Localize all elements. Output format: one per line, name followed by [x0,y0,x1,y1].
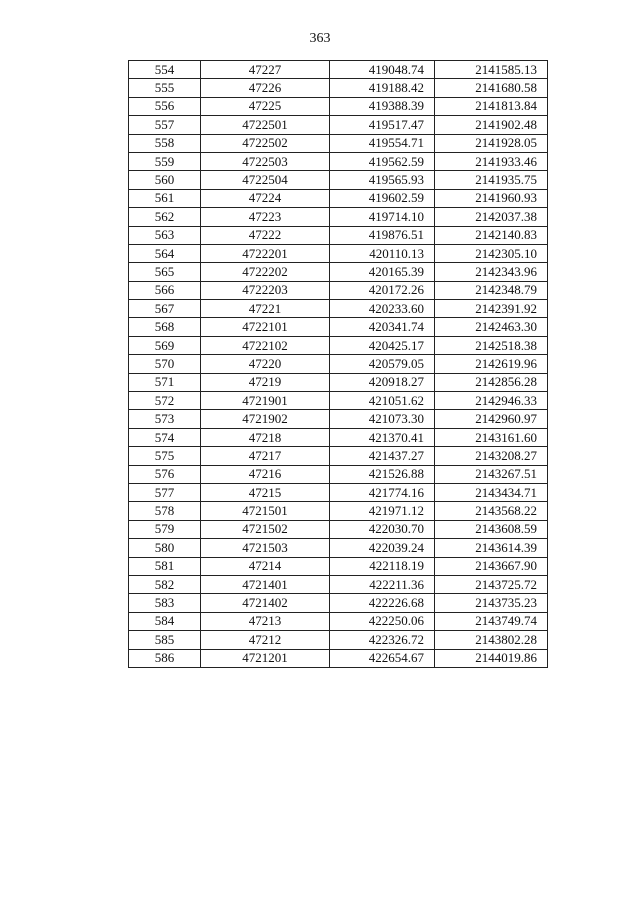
x-coordinate-cell: 422039.24 [330,539,435,557]
row-index-cell: 577 [129,483,201,501]
y-coordinate-cell: 2143568.22 [435,502,548,520]
x-coordinate-cell: 420110.13 [330,244,435,262]
point-id-cell: 47227 [201,61,330,79]
page-number: 363 [309,31,331,46]
y-coordinate-cell: 2141933.46 [435,152,548,170]
x-coordinate-cell: 419388.39 [330,97,435,115]
y-coordinate-cell: 2141680.58 [435,79,548,97]
point-id-cell: 4721902 [201,410,330,428]
x-coordinate-cell: 421774.16 [330,483,435,501]
table-row [129,575,548,593]
table-row [129,465,548,483]
x-coordinate-cell: 422250.06 [330,612,435,630]
table-row [129,318,548,336]
x-coordinate-cell: 421437.27 [330,447,435,465]
point-id-cell: 4721501 [201,502,330,520]
row-index-cell: 573 [129,410,201,428]
x-coordinate-cell: 420425.17 [330,336,435,354]
x-coordinate-cell: 422118.19 [330,557,435,575]
y-coordinate-cell: 2142140.83 [435,226,548,244]
row-index-cell: 563 [129,226,201,244]
row-index-cell: 584 [129,612,201,630]
x-coordinate-cell: 420233.60 [330,300,435,318]
table-row [129,410,548,428]
y-coordinate-cell: 2142856.28 [435,373,548,391]
x-coordinate-cell: 422211.36 [330,575,435,593]
x-coordinate-cell: 419714.10 [330,208,435,226]
y-coordinate-cell: 2143614.39 [435,539,548,557]
point-id-cell: 4722502 [201,134,330,152]
table-row [129,594,548,612]
table-row [129,300,548,318]
row-index-cell: 576 [129,465,201,483]
point-id-cell: 4722201 [201,244,330,262]
x-coordinate-cell: 421370.41 [330,428,435,446]
table-row [129,226,548,244]
y-coordinate-cell: 2142037.38 [435,208,548,226]
y-coordinate-cell: 2144019.86 [435,649,548,667]
x-coordinate-cell: 421073.30 [330,410,435,428]
table-row [129,649,548,667]
y-coordinate-cell: 2141935.75 [435,171,548,189]
x-coordinate-cell: 422654.67 [330,649,435,667]
row-index-cell: 559 [129,152,201,170]
point-id-cell: 4722504 [201,171,330,189]
y-coordinate-cell: 2142518.38 [435,336,548,354]
x-coordinate-cell: 419188.42 [330,79,435,97]
table-row [129,612,548,630]
x-coordinate-cell: 420579.05 [330,355,435,373]
table-row [129,373,548,391]
y-coordinate-cell: 2141813.84 [435,97,548,115]
row-index-cell: 566 [129,281,201,299]
point-id-cell: 47220 [201,355,330,373]
row-index-cell: 562 [129,208,201,226]
y-coordinate-cell: 2143267.51 [435,465,548,483]
row-index-cell: 567 [129,300,201,318]
table-row [129,244,548,262]
point-id-cell: 4721502 [201,520,330,538]
y-coordinate-cell: 2142960.97 [435,410,548,428]
row-index-cell: 570 [129,355,201,373]
point-id-cell: 47219 [201,373,330,391]
point-id-cell: 4722203 [201,281,330,299]
point-id-cell: 47212 [201,631,330,649]
row-index-cell: 578 [129,502,201,520]
point-id-cell: 47215 [201,483,330,501]
row-index-cell: 568 [129,318,201,336]
point-id-cell: 47224 [201,189,330,207]
row-index-cell: 565 [129,263,201,281]
row-index-cell: 561 [129,189,201,207]
x-coordinate-cell: 419565.93 [330,171,435,189]
y-coordinate-cell: 2142619.96 [435,355,548,373]
table-row [129,557,548,575]
x-coordinate-cell: 422326.72 [330,631,435,649]
table-row [129,336,548,354]
y-coordinate-cell: 2142391.92 [435,300,548,318]
table-row [129,152,548,170]
table-row [129,281,548,299]
table-row [129,79,548,97]
point-id-cell: 4721401 [201,575,330,593]
x-coordinate-cell: 421526.88 [330,465,435,483]
row-index-cell: 556 [129,97,201,115]
point-id-cell: 47217 [201,447,330,465]
x-coordinate-cell: 419562.59 [330,152,435,170]
x-coordinate-cell: 421051.62 [330,392,435,410]
x-coordinate-cell: 420918.27 [330,373,435,391]
table-row [129,171,548,189]
row-index-cell: 569 [129,336,201,354]
row-index-cell: 554 [129,61,201,79]
y-coordinate-cell: 2143434.71 [435,483,548,501]
y-coordinate-cell: 2141960.93 [435,189,548,207]
y-coordinate-cell: 2142305.10 [435,244,548,262]
x-coordinate-cell: 421971.12 [330,502,435,520]
x-coordinate-cell: 420172.26 [330,281,435,299]
row-index-cell: 585 [129,631,201,649]
table-row [129,189,548,207]
row-index-cell: 558 [129,134,201,152]
table-row [129,355,548,373]
point-id-cell: 47225 [201,97,330,115]
y-coordinate-cell: 2143735.23 [435,594,548,612]
point-id-cell: 4721503 [201,539,330,557]
table-row [129,447,548,465]
row-index-cell: 564 [129,244,201,262]
row-index-cell: 555 [129,79,201,97]
y-coordinate-cell: 2143667.90 [435,557,548,575]
table-row [129,428,548,446]
row-index-cell: 572 [129,392,201,410]
x-coordinate-cell: 419602.59 [330,189,435,207]
point-id-cell: 4722102 [201,336,330,354]
table-row [129,631,548,649]
row-index-cell: 574 [129,428,201,446]
point-id-cell: 4721201 [201,649,330,667]
point-id-cell: 47223 [201,208,330,226]
y-coordinate-cell: 2141585.13 [435,61,548,79]
x-coordinate-cell: 422030.70 [330,520,435,538]
y-coordinate-cell: 2143208.27 [435,447,548,465]
x-coordinate-cell: 419876.51 [330,226,435,244]
row-index-cell: 581 [129,557,201,575]
table-row [129,116,548,134]
x-coordinate-cell: 419554.71 [330,134,435,152]
table-row [129,263,548,281]
point-id-cell: 47221 [201,300,330,318]
y-coordinate-cell: 2143608.59 [435,520,548,538]
row-index-cell: 571 [129,373,201,391]
row-index-cell: 586 [129,649,201,667]
point-id-cell: 4722202 [201,263,330,281]
table-row [129,502,548,520]
y-coordinate-cell: 2143802.28 [435,631,548,649]
point-id-cell: 47226 [201,79,330,97]
point-id-cell: 47222 [201,226,330,244]
y-coordinate-cell: 2142463.30 [435,318,548,336]
y-coordinate-cell: 2143161.60 [435,428,548,446]
point-id-cell: 4721402 [201,594,330,612]
point-id-cell: 4722501 [201,116,330,134]
table-row [129,134,548,152]
x-coordinate-cell: 419048.74 [330,61,435,79]
row-index-cell: 560 [129,171,201,189]
table-row [129,392,548,410]
coordinates-table [128,60,548,668]
y-coordinate-cell: 2143725.72 [435,575,548,593]
y-coordinate-cell: 2142343.96 [435,263,548,281]
point-id-cell: 4722101 [201,318,330,336]
row-index-cell: 557 [129,116,201,134]
table-row [129,539,548,557]
y-coordinate-cell: 2141928.05 [435,134,548,152]
point-id-cell: 47214 [201,557,330,575]
point-id-cell: 47218 [201,428,330,446]
row-index-cell: 579 [129,520,201,538]
y-coordinate-cell: 2142946.33 [435,392,548,410]
table-row [129,520,548,538]
row-index-cell: 582 [129,575,201,593]
table-row [129,483,548,501]
x-coordinate-cell: 420165.39 [330,263,435,281]
row-index-cell: 580 [129,539,201,557]
row-index-cell: 583 [129,594,201,612]
row-index-cell: 575 [129,447,201,465]
coordinates-table-body [129,61,548,668]
y-coordinate-cell: 2141902.48 [435,116,548,134]
point-id-cell: 4721901 [201,392,330,410]
y-coordinate-cell: 2142348.79 [435,281,548,299]
y-coordinate-cell: 2143749.74 [435,612,548,630]
x-coordinate-cell: 419517.47 [330,116,435,134]
point-id-cell: 47216 [201,465,330,483]
table-row [129,208,548,226]
point-id-cell: 47213 [201,612,330,630]
table-row [129,61,548,79]
x-coordinate-cell: 420341.74 [330,318,435,336]
table-row [129,97,548,115]
x-coordinate-cell: 422226.68 [330,594,435,612]
point-id-cell: 4722503 [201,152,330,170]
